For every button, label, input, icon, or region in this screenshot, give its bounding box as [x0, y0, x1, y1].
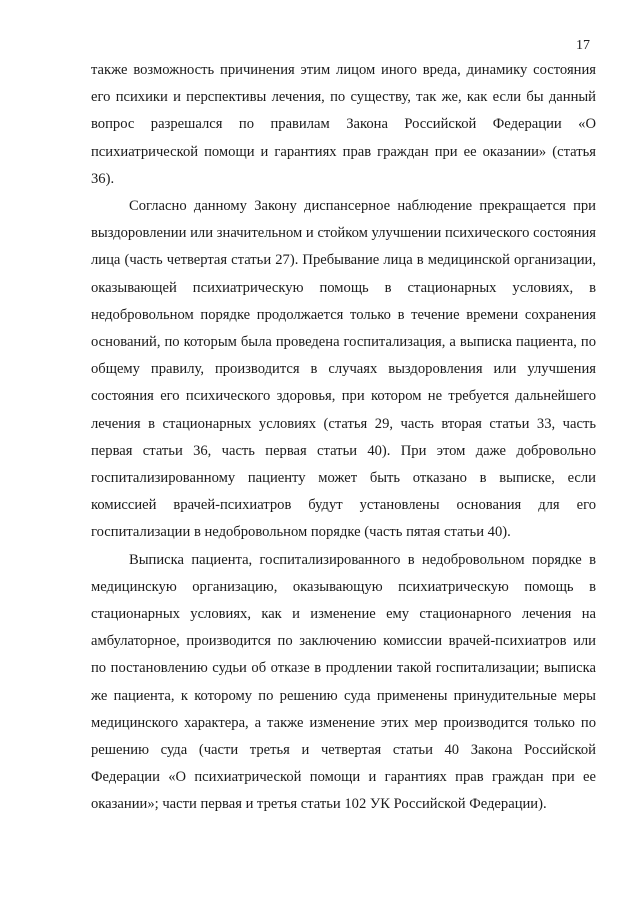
paragraph-continuation: также возможность причинения этим лицом иного вреда, динамику состояния его психики и перспективы лечения, по существу, так же, как если бы данный вопрос разрешался по правилам Закона Российской Федерации «О психиатрической помощи и гарантиях прав граждан при ее оказании» (статья 36).: [91, 62, 596, 187]
page-number: 17: [576, 38, 590, 53]
paragraph-dispensary-observation: Согласно данному Закону диспансерное наблюдение прекращается при выздоровлении или значительном и стойком улучшении психического состояния лица (часть четвертая статьи 27). Пребывание лица в медицинской организации, оказывающей психиатрическую помощь в стационарных условиях, в недобровольном порядке продолжается только в течение времени сохранения оснований, по которым была проведена госпитализация, а выписка пациента, по общему правилу, производится в случаях выздоровления или улучшения состояния его психического здоровья, при котором не требуется дальнейшего лечения в стационарных условиях (статья 29, часть вторая статьи 33, часть первая статьи 36, часть первая статьи 40). При этом даже добровольно госпитализированному пациенту может быть отказано в выписке, если комиссией врачей-психиатров будут установлены основания для его госпитализации в недобровольном порядке (часть пятая статьи 40).: [91, 198, 596, 541]
document-body: [91, 57, 596, 819]
paragraph-patient-discharge: Выписка пациента, госпитализированного в недобровольном порядке в медицинскую организацию, оказывающую психиатрическую помощь в стационарных условиях, как и изменение ему стационарного лечения на амбулаторное, производится по заключению комиссии врачей-психиатров или по постановлению судьи об отказе в продлении такой госпитализации; выписка же пациента, к которому по решению суда применены принудительные меры медицинского характера, а также изменение этих мер производится только по решению суда (части третья и четвертая статьи 40 Закона Российской Федерации «О психиатрической помощи и гарантиях прав граждан при ее оказании»; части первая и третья статьи 102 УК Российской Федерации).: [91, 551, 596, 813]
